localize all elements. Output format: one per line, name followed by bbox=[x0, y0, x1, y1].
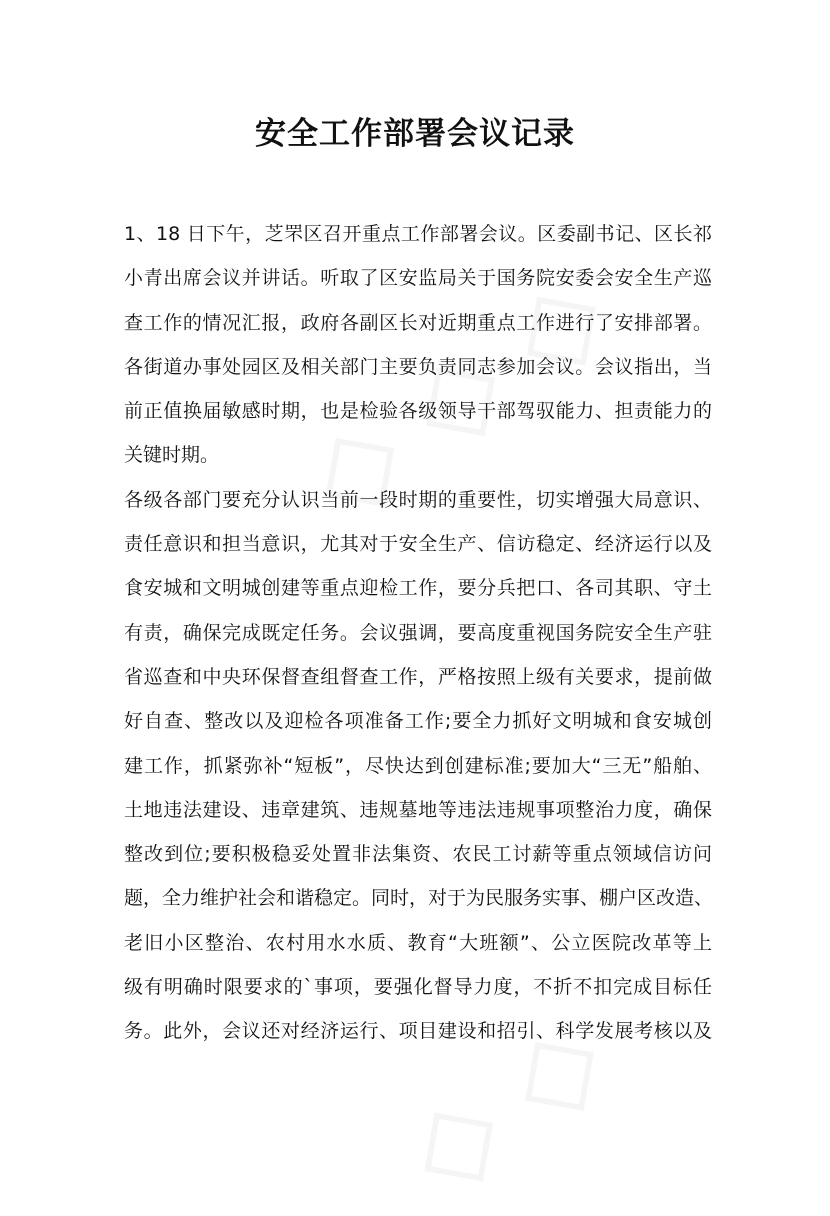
body-line: 省巡查和中央环保督查组督查工作，严格按照上级有关要求，提前做 bbox=[124, 665, 712, 688]
body-line: 各街道办事处园区及相关部门主要负责同志参加会议。会议指出，当 bbox=[124, 355, 712, 378]
document-title: 安全工作部署会议记录 bbox=[255, 116, 575, 152]
body-line: 责任意识和担当意识，尤其对于安全生产、信访稳定、经济运行以及 bbox=[124, 533, 712, 556]
body-line: 食安城和文明城创建等重点迎检工作，要分兵把口、各司其职、守土 bbox=[124, 577, 712, 600]
body-line: 务。此外，会议还对经济运行、项目建设和招引、科学发展考核以及 bbox=[124, 1020, 712, 1043]
body-line: 题，全力维护社会和谐稳定。同时，对于为民服务实事、棚户区改造、 bbox=[124, 887, 714, 910]
body-line: 查工作的情况汇报，政府各副区长对近期重点工作进行了安排部署。 bbox=[124, 311, 712, 334]
body-line: 各级各部门要充分认识当前一段时期的重要性，切实增强大局意识、 bbox=[124, 488, 712, 511]
body-line: 建工作，抓紧弥补“短板”，尽快达到创建标准;要加大“三无”船舶、 bbox=[124, 754, 712, 777]
body-line: 前正值换届敏感时期，也是检验各级领导干部驾驭能力、担责能力的 bbox=[124, 400, 712, 423]
body-line: 1、18 日下午，芝罘区召开重点工作部署会议。区委副书记、区长祁 bbox=[124, 223, 712, 245]
body-line: 关键时期。 bbox=[124, 444, 220, 467]
body-line: 整改到位;要积极稳妥处置非法集资、农民工讨薪等重点领域信访问 bbox=[124, 843, 712, 866]
body-line: 好自查、整改以及迎检各项准备工作;要全力抓好文明城和食安城创 bbox=[124, 710, 712, 733]
body-line: 小青出席会议并讲话。听取了区安监局关于国务院安委会安全生产巡 bbox=[124, 267, 712, 290]
body-line: 老旧小区整治、农村用水水质、教育“大班额”、公立医院改革等上 bbox=[124, 931, 712, 954]
body-line: 级有明确时限要求的`事项，要强化督导力度，不折不扣完成目标任 bbox=[124, 976, 712, 999]
document-body bbox=[124, 212, 712, 1054]
body-line: 有责，确保完成既定任务。会议强调，要高度重视国务院安全生产驻 bbox=[124, 621, 712, 644]
body-line: 土地违法建设、违章建筑、违规墓地等违法违规事项整治力度，确保 bbox=[124, 798, 712, 821]
